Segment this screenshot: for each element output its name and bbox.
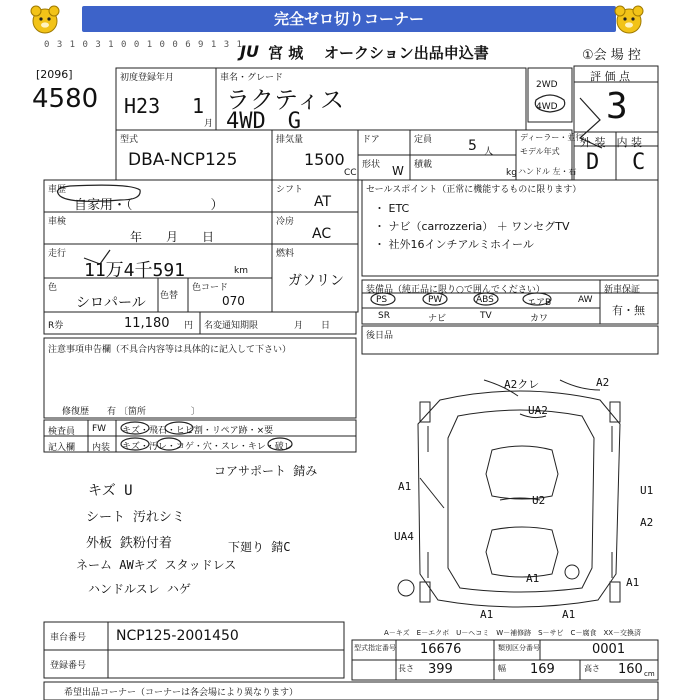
damage-label: A1 xyxy=(398,480,412,493)
model-year-label: モデル年式 xyxy=(520,147,560,156)
cm-unit: cm xyxy=(644,670,655,678)
inspector-label: 検査員 xyxy=(48,427,76,437)
shape-value: W xyxy=(392,164,404,178)
kg-unit: kg xyxy=(506,168,517,178)
banner-title: 完全ゼロ切りコーナー xyxy=(82,6,616,32)
chassis-label: 車台番号 xyxy=(50,633,87,643)
color-label: 色 xyxy=(48,283,58,293)
shaken-value: 年 月 日 xyxy=(130,230,215,244)
repair-history: 修復歴 有 〔箇所 〕 xyxy=(62,407,200,417)
selling-point-item: ・ 社外16インチアルミホイール xyxy=(374,238,534,251)
drive-4wd: 4WD xyxy=(536,102,558,112)
serial-number: 0 3 1 0 3 1 0 0 1 0 0 6 9 1 3 1 xyxy=(44,40,243,50)
model-label: 車名・グレード xyxy=(220,73,284,83)
damage-label: A1 xyxy=(562,608,576,621)
km-unit: km xyxy=(234,266,248,276)
equipment-item-pw: PW xyxy=(428,295,443,305)
damage-label: A2 xyxy=(596,376,610,389)
damage-label: A1 xyxy=(480,608,494,621)
month-unit: 月 xyxy=(204,119,214,129)
fuel-value: ガソリン xyxy=(288,273,344,289)
shift-label: シフト xyxy=(276,185,304,195)
ext-int-label: 外 装 内 装 xyxy=(580,136,642,149)
org-name: 宮 城 xyxy=(268,44,304,62)
shaken-label: 車検 xyxy=(48,217,67,227)
displacement-label: 排気量 xyxy=(276,135,304,145)
cc-unit: CC xyxy=(344,168,357,178)
ac-value: AC xyxy=(312,226,332,242)
warranty-label: 新車保証 xyxy=(604,285,641,295)
score-value: 3 xyxy=(606,86,628,127)
first-reg-era: H23 xyxy=(124,94,161,118)
handwritten-note: コアサポート 錆み xyxy=(214,464,318,478)
load-label: 積載 xyxy=(414,160,433,170)
dealer-label: ディーラー・並行 xyxy=(520,133,584,142)
equipment-item-aw: AW xyxy=(578,295,593,305)
color-code-label: 色コード xyxy=(192,283,229,293)
ac-label: 冷房 xyxy=(276,217,295,227)
spec-number-label: 型式指定番号 xyxy=(354,644,396,652)
length-value: 399 xyxy=(428,662,453,677)
lot-number: 4580 xyxy=(32,84,99,114)
hope-corner-label: 希望出品コーナー（コーナーは各会場により異なります） xyxy=(64,688,299,698)
handle-label: ハンドル 左・右 xyxy=(518,167,577,176)
damage-label: A2クレ xyxy=(504,378,540,391)
damage-label: UA4 xyxy=(394,530,414,543)
equipment-title: 装備品（純正品に限り○で囲んでください） xyxy=(366,285,545,295)
name-change-value: 月 日 xyxy=(294,321,331,331)
recycle-label: R券 xyxy=(48,321,64,331)
car-damage-diagram xyxy=(398,380,620,607)
height-label: 高さ xyxy=(584,664,600,673)
displacement-value: 1500 xyxy=(304,150,345,169)
length-label: 長さ xyxy=(398,664,414,673)
equipment-item-ps: PS xyxy=(376,295,388,305)
equipment-item-tv: TV xyxy=(480,311,492,321)
type-label: 型式 xyxy=(120,135,139,145)
damage-label: A1 xyxy=(626,576,640,589)
color-change-label: 色替 xyxy=(160,291,179,301)
spec-number: 16676 xyxy=(420,642,462,657)
width-label: 幅 xyxy=(498,664,506,673)
chassis-number: NCP125-2001450 xyxy=(116,628,239,644)
equipment-item-abs: ABS xyxy=(476,295,494,305)
handwritten-note: 下廻り 錆C xyxy=(228,540,291,554)
damage-label: UA2 xyxy=(528,404,548,417)
equipment-item-kawa: カワ xyxy=(530,314,549,324)
interior-options: キズ・汚レ・コゲ・穴・スレ・キレ・破レ xyxy=(122,442,293,452)
capacity-label: 定員 xyxy=(414,135,433,145)
selling-points-title: セールスポイント（正常に機能するものに限ります） xyxy=(366,185,582,195)
mileage-value: 11万4千591 xyxy=(84,260,186,281)
fw-options: キズ・飛石・ヒビ割・リペア跡・×要 xyxy=(122,426,274,436)
model-grade: 4WD G xyxy=(226,109,301,134)
equipment-item-sr: SR xyxy=(378,311,390,321)
shape-label: 形状 xyxy=(362,160,381,170)
fw-label: FW xyxy=(92,424,107,434)
type-value: DBA-NCP125 xyxy=(128,150,238,170)
ref-code: [2096] xyxy=(36,68,73,81)
recycle-fee: 11,180 xyxy=(124,316,170,331)
damage-label: U2 xyxy=(532,494,546,507)
handwritten-note: ハンドルスレ ハゲ xyxy=(88,582,191,596)
name-change-label: 名変通知期限 xyxy=(204,321,259,331)
selling-point-item: ・ ETC xyxy=(374,202,410,215)
handwritten-note: ネーム AWキズ スタッドレス xyxy=(76,558,237,572)
yen-unit: 円 xyxy=(184,321,194,331)
shift-value: AT xyxy=(314,194,332,210)
doors-label: ドア xyxy=(362,135,380,145)
category-label: 類別区分番号 xyxy=(498,644,540,652)
height-value: 160 xyxy=(618,662,643,677)
equipment-item-airbag: エアB xyxy=(527,298,552,308)
exterior-grade: D xyxy=(586,150,600,175)
venue-copy: ①会 場 控 xyxy=(582,48,641,63)
width-value: 169 xyxy=(530,662,555,677)
score-label: 評 価 点 xyxy=(590,70,630,83)
damage-label: U1 xyxy=(640,484,654,497)
capacity-unit: 人 xyxy=(484,147,494,157)
recorder-label: 記入欄 xyxy=(48,443,76,453)
form-title: オークション出品申込書 xyxy=(324,44,489,62)
handwritten-note: 外板 鉄粉付着 xyxy=(86,536,172,551)
model-name: ラクティス xyxy=(226,86,345,114)
selling-point-item: ・ ナビ（carrozzeria） ＋ ワンセグTV xyxy=(374,220,570,233)
fuel-label: 燃料 xyxy=(276,249,295,259)
rear-item-label: 後日品 xyxy=(366,331,394,341)
warranty-value: 有・無 xyxy=(612,304,645,317)
damage-legend: A－キズ E－エクボ U－ヘコミ W－補修跡 S－サビ C－腐食 XX－交換済 xyxy=(384,629,642,637)
first-reg-label: 初度登録年月 xyxy=(120,73,175,83)
handwritten-note: シート 汚れシミ xyxy=(86,510,185,525)
damage-label: A1 xyxy=(526,572,540,585)
drive-2wd: 2WD xyxy=(536,80,558,90)
capacity-value: 5 xyxy=(468,138,477,154)
ju-logo: JU xyxy=(240,42,259,61)
first-reg-month: 1 xyxy=(192,94,205,118)
mileage-label: 走行 xyxy=(48,249,67,259)
color-value: シロパール xyxy=(76,295,146,311)
equipment-item-navi: ナビ xyxy=(428,314,447,324)
handwritten-note: キズ U xyxy=(88,483,133,499)
damage-label: A2 xyxy=(640,516,654,529)
history-value: 自家用・（ ） xyxy=(74,198,224,213)
registration-label: 登録番号 xyxy=(50,661,87,671)
color-code-value: 070 xyxy=(222,294,245,308)
history-label: 車歴 xyxy=(48,185,67,195)
interior-grade: C xyxy=(632,150,646,175)
interior-label: 内装 xyxy=(92,443,111,453)
notes-title: 注意事項申告欄（不具合内容等は具体的に記入して下さい） xyxy=(48,345,292,355)
category-number: 0001 xyxy=(592,642,626,657)
